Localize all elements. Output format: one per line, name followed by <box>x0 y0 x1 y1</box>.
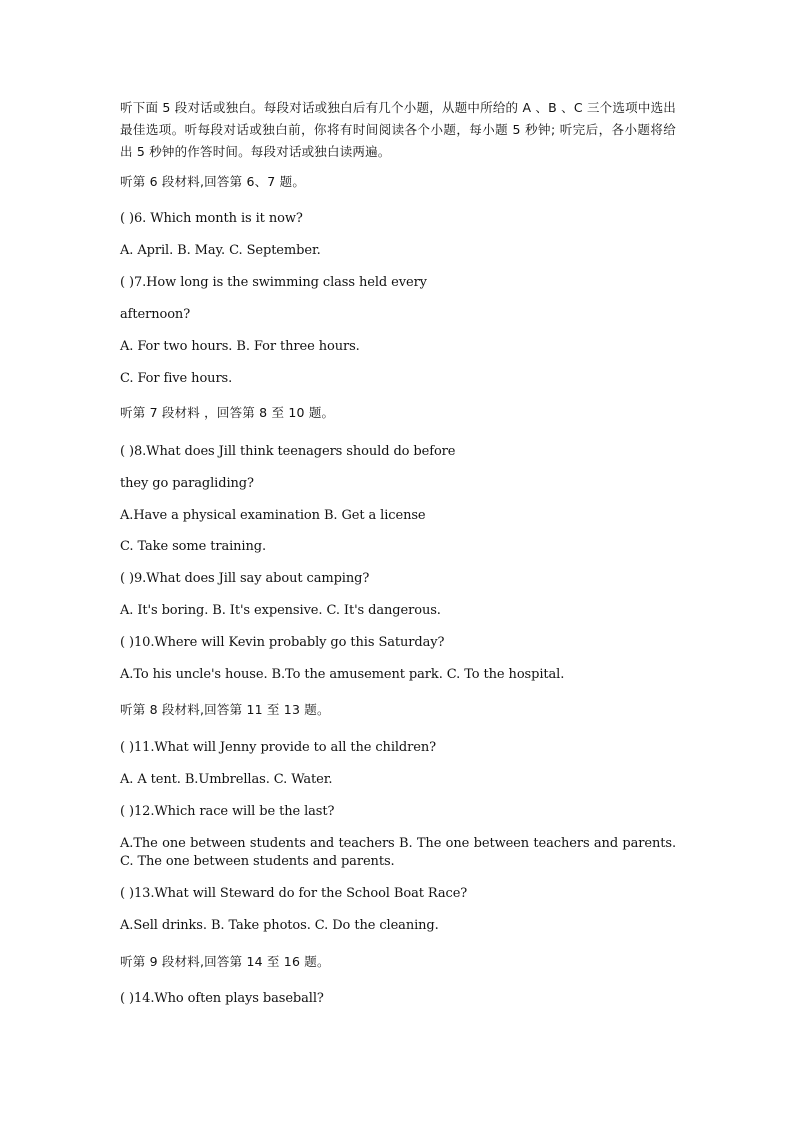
question-13-options: A.Sell drinks. B. Take photos. C. Do the cleaning. <box>120 918 439 933</box>
question-6: ( )6. Which month is it now? <box>120 211 303 226</box>
question-9-options: A. It's boring. B. It's expensive. C. It's dangerous. <box>120 603 441 618</box>
question-8-line-1: ( )8.What does Jill think teenagers should do before <box>120 444 456 459</box>
question-11-options: A. A tent. B.Umbrellas. C. Water. <box>120 772 333 787</box>
question-12: ( )12.Which race will be the last? <box>120 804 335 819</box>
question-10: ( )10.Where will Kevin probably go this Saturday? <box>120 635 445 650</box>
question-11: ( )11.What will Jenny provide to all the children? <box>120 740 437 755</box>
question-7-line-2: afternoon? <box>120 307 191 322</box>
section-6-header: 听第 6 段材料,回答第 6、7 题。 <box>120 174 306 189</box>
question-10-options: A.To his uncle's house. B.To the amusement park. C. To the hospital. <box>120 667 565 682</box>
question-8-options-line-2: C. Take some training. <box>120 539 267 554</box>
question-12-options: A.The one between students and teachers B. The one between teachers and parents. C. The one between students and parents. <box>120 836 676 869</box>
question-13: ( )13.What will Steward do for the School Boat Race? <box>120 886 468 901</box>
question-7-options-line-1: A. For two hours. B. For three hours. <box>120 339 360 354</box>
question-14: ( )14.Who often plays baseball? <box>120 991 324 1006</box>
section-9-header: 听第 9 段材料,回答第 14 至 16 题。 <box>120 954 330 969</box>
question-9: ( )9.What does Jill say about camping? <box>120 571 370 586</box>
instructions-paragraph: 听下面 5 段对话或独白。每段对话或独白后有几个小题，从题中所给的 A 、B 、C 三个选项中选出最佳选项。听每段对话或独白前，你将有时间阅读各个小题，每小题 5 秒钟; 听完后，各小题将给出 5 秒钟的作答时间。每段对话或独白读两遍。 <box>120 100 676 159</box>
question-8-options-line-1: A.Have a physical examination B. Get a license <box>120 508 426 523</box>
section-7-header: 听第 7 段材料 ，回答第 8 至 10 题。 <box>120 405 335 420</box>
question-7-line-1: ( )7.How long is the swimming class held every <box>120 275 427 290</box>
section-8-header: 听第 8 段材料,回答第 11 至 13 题。 <box>120 702 330 717</box>
question-8-line-2: they go paragliding? <box>120 476 254 491</box>
question-7-options-line-2: C. For five hours. <box>120 371 233 386</box>
question-6-options: A. April. B. May. C. September. <box>120 243 321 258</box>
